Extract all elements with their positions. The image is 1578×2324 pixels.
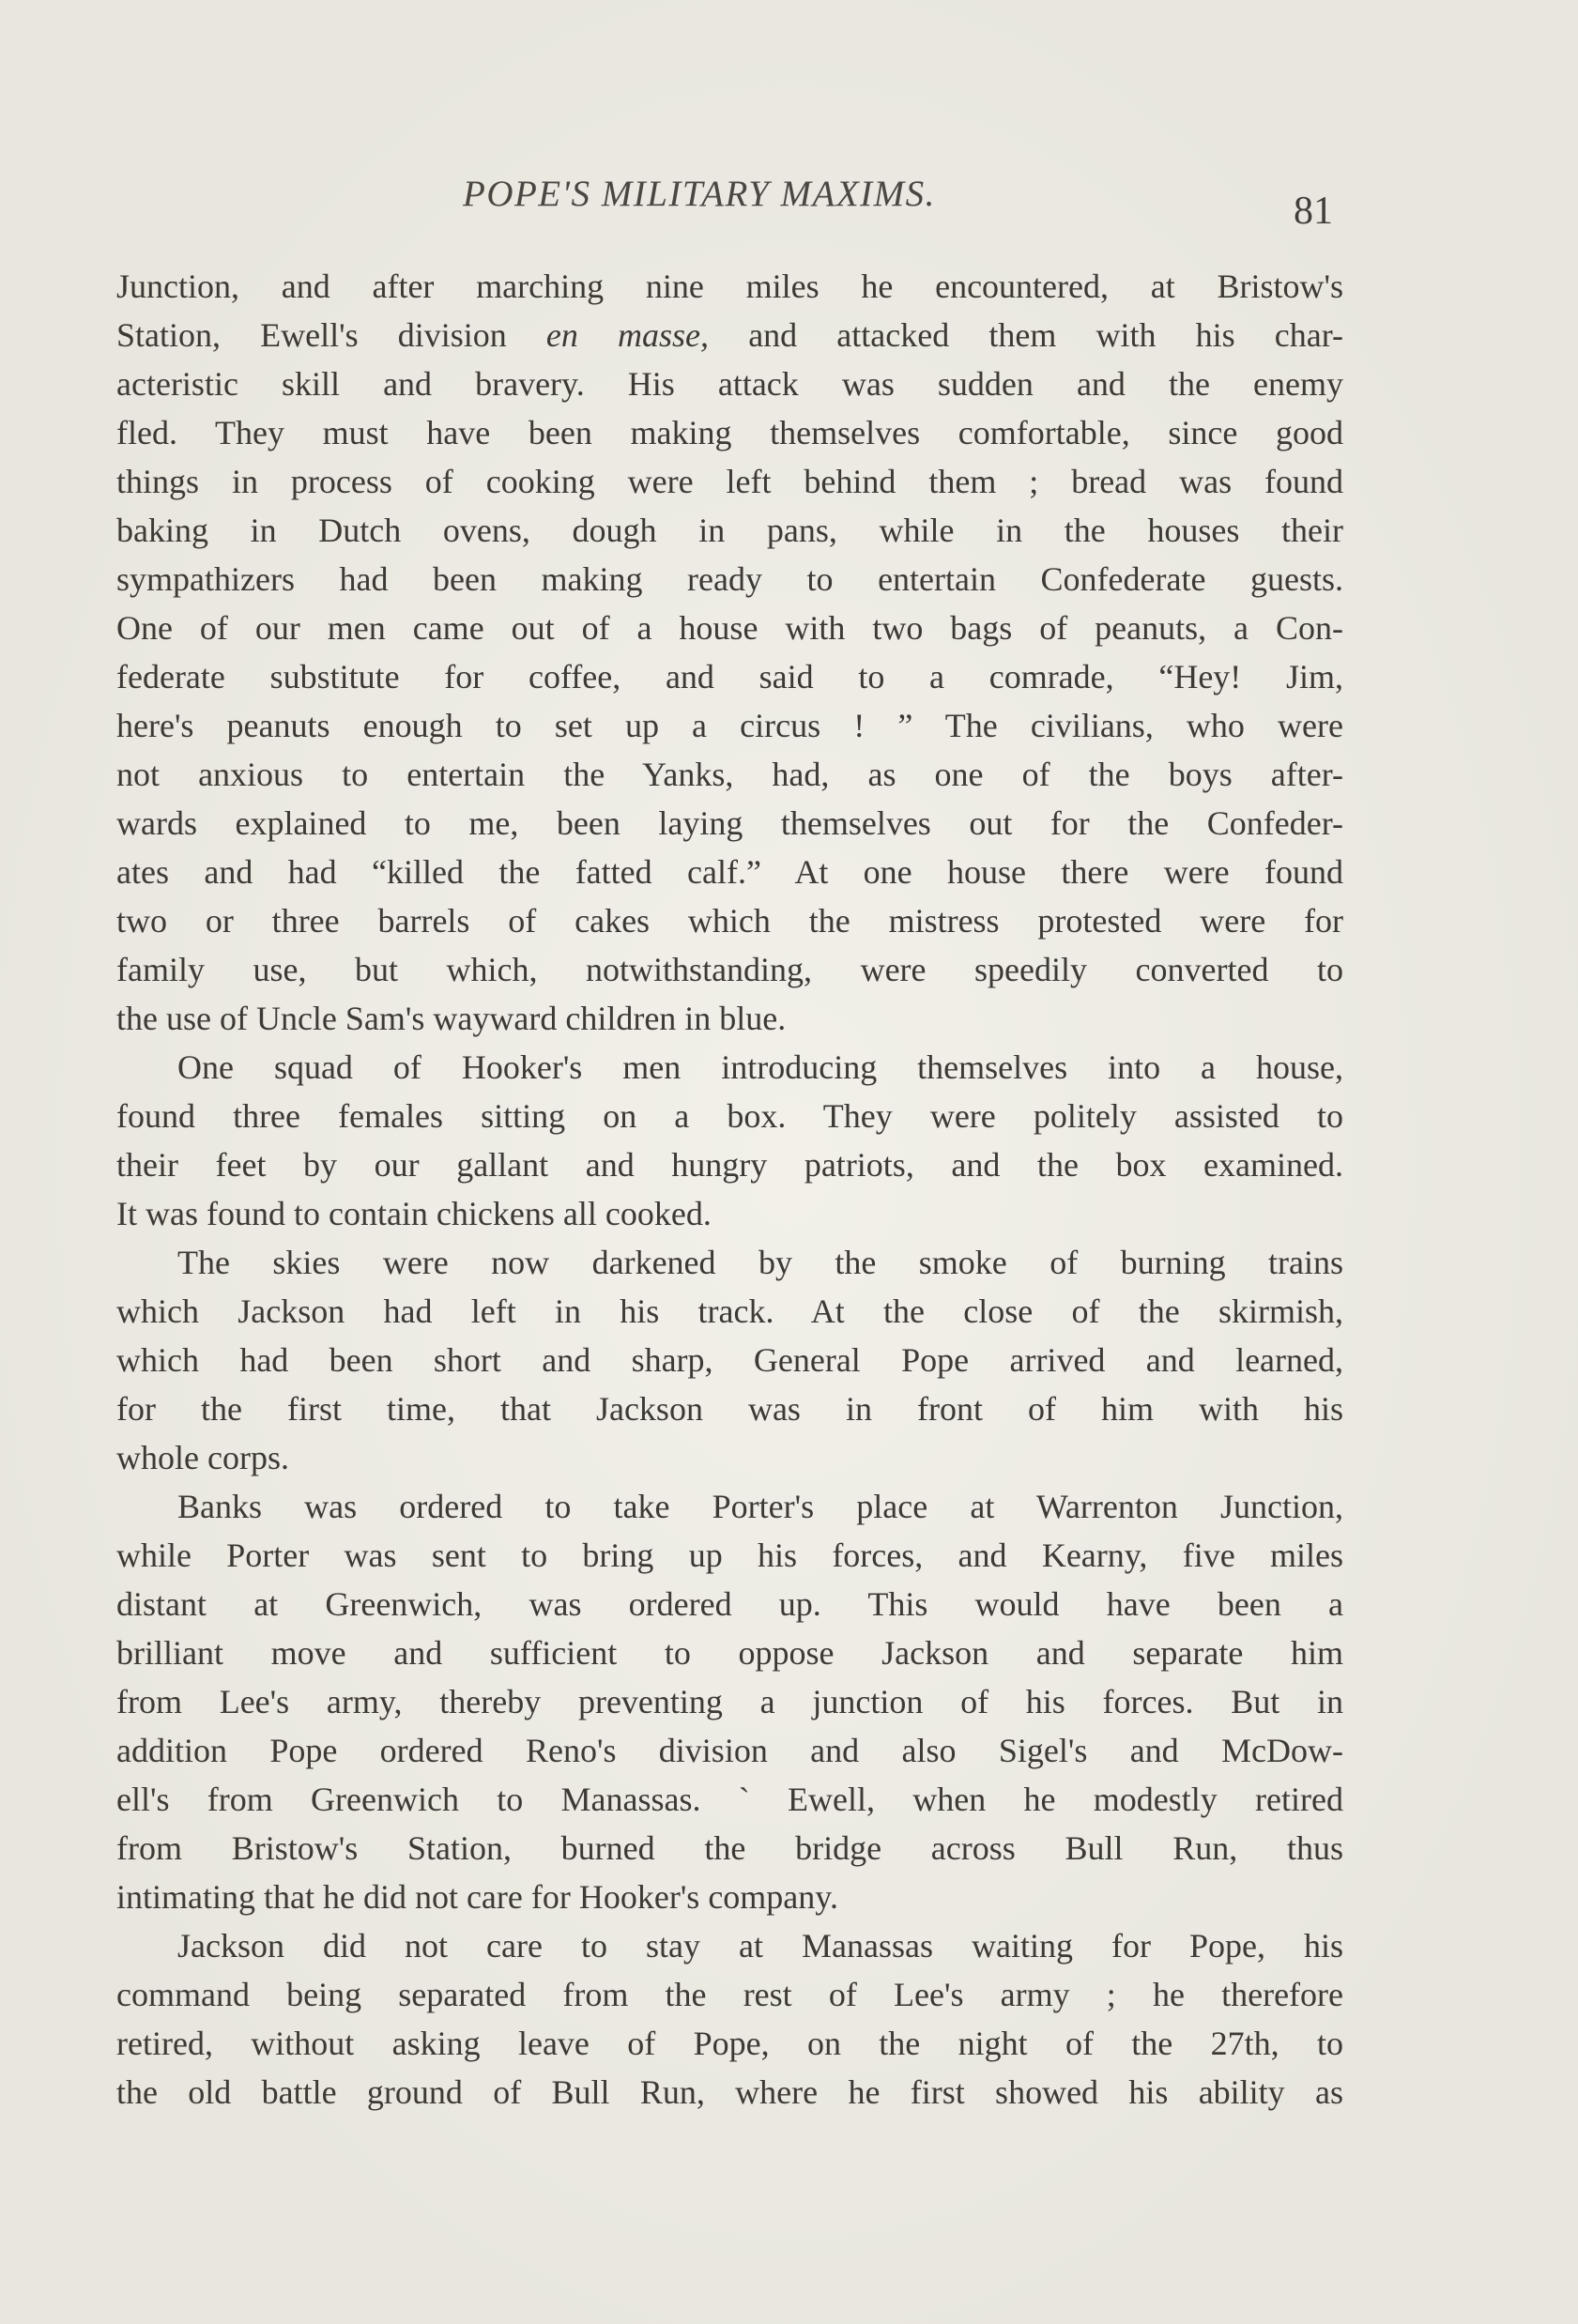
text-line: Junction, and after marching nine miles he encountered, at Bristow's: [116, 268, 1343, 305]
text-line: while Porter was sent to bring up his forces, and Kearny, five miles: [116, 1537, 1343, 1574]
text-line: retired, without asking leave of Pope, on the night of the 27th, to: [116, 2025, 1343, 2062]
paragraph-start-line: Banks was ordered to take Porter's place at Warrenton Junction,: [177, 1488, 1343, 1525]
text-line: distant at Greenwich, was ordered up. This would have been a: [116, 1585, 1343, 1623]
text-line: One of our men came out of a house with two bags of peanuts, a Con-: [116, 609, 1343, 647]
running-title: POPE'S MILITARY MAXIMS.: [463, 174, 936, 214]
text-line: wards explained to me, been laying themselves out for the Confeder-: [116, 804, 1343, 842]
text-line: sympathizers had been making ready to entertain Confederate guests.: [116, 560, 1343, 598]
text-line: ell's from Greenwich to Manassas. ` Ewell, when he modestly retired: [116, 1781, 1343, 1818]
text-line: things in process of cooking were left behind them ; bread was found: [116, 463, 1343, 500]
text-line: [116, 312, 1343, 359]
text-line: which had been short and sharp, General Pope arrived and learned,: [116, 1341, 1343, 1379]
text-line: found three females sitting on a box. They were politely assisted to: [116, 1097, 1343, 1135]
text-line: command being separated from the rest of Lee's army ; he therefore: [116, 1976, 1343, 2013]
text-line: not anxious to entertain the Yanks, had, as one of the boys after-: [116, 756, 1343, 793]
text-line: intimating that he did not care for Hooker's company.: [116, 1878, 838, 1916]
text-line: for the first time, that Jackson was in front of him with his: [116, 1390, 1343, 1428]
text-line: two or three barrels of cakes which the mistress protested were for: [116, 902, 1343, 940]
text-line: here's peanuts enough to set up a circus ! ” The civilians, who were: [116, 707, 1343, 744]
text-line: the use of Uncle Sam's wayward children in blue.: [116, 1000, 787, 1037]
text-line: whole corps.: [116, 1439, 289, 1476]
text-line: which Jackson had left in his track. At the close of the skirmish,: [116, 1292, 1343, 1330]
text-line: family use, but which, notwithstanding, were speedily converted to: [116, 951, 1343, 988]
page-number: 81: [1294, 190, 1333, 233]
text-line: acteristic skill and bravery. His attack was sudden and the enemy: [116, 365, 1343, 403]
text-line: brilliant move and sufficient to oppose Jackson and separate him: [116, 1634, 1343, 1672]
text-line: addition Pope ordered Reno's division and also Sigel's and McDow-: [116, 1732, 1343, 1769]
text-line: their feet by our gallant and hungry patriots, and the box examined.: [116, 1146, 1343, 1184]
text-line: fled. They must have been making themselves comfortable, since good: [116, 414, 1343, 451]
italic-phrase: en masse,: [545, 316, 710, 354]
text-line-segment: and attacked them with his char-: [709, 316, 1343, 354]
text-line: It was found to contain chickens all cooked.: [116, 1195, 712, 1232]
text-line: from Bristow's Station, burned the bridge across Bull Run, thus: [116, 1829, 1343, 1867]
text-line: baking in Dutch ovens, dough in pans, while in the houses their: [116, 512, 1343, 549]
body-text: [116, 263, 1343, 2111]
text-line: federate substitute for coffee, and said to a comrade, “Hey! Jim,: [116, 658, 1343, 696]
paragraph-start-line: One squad of Hooker's men introducing themselves into a house,: [177, 1048, 1343, 1086]
text-line: the old battle ground of Bull Run, where he first showed his ability as: [116, 2073, 1343, 2111]
text-line-segment: Station, Ewell's division: [116, 316, 546, 354]
running-header: [0, 0, 1578, 244]
paragraph-start-line: Jackson did not care to stay at Manassas waiting for Pope, his: [177, 1927, 1343, 1965]
text-line: ates and had “killed the fatted calf.” At one house there were found: [116, 853, 1343, 891]
paragraph-start-line: The skies were now darkened by the smoke of burning trains: [177, 1244, 1343, 1281]
text-line: from Lee's army, thereby preventing a junction of his forces. But in: [116, 1683, 1343, 1720]
